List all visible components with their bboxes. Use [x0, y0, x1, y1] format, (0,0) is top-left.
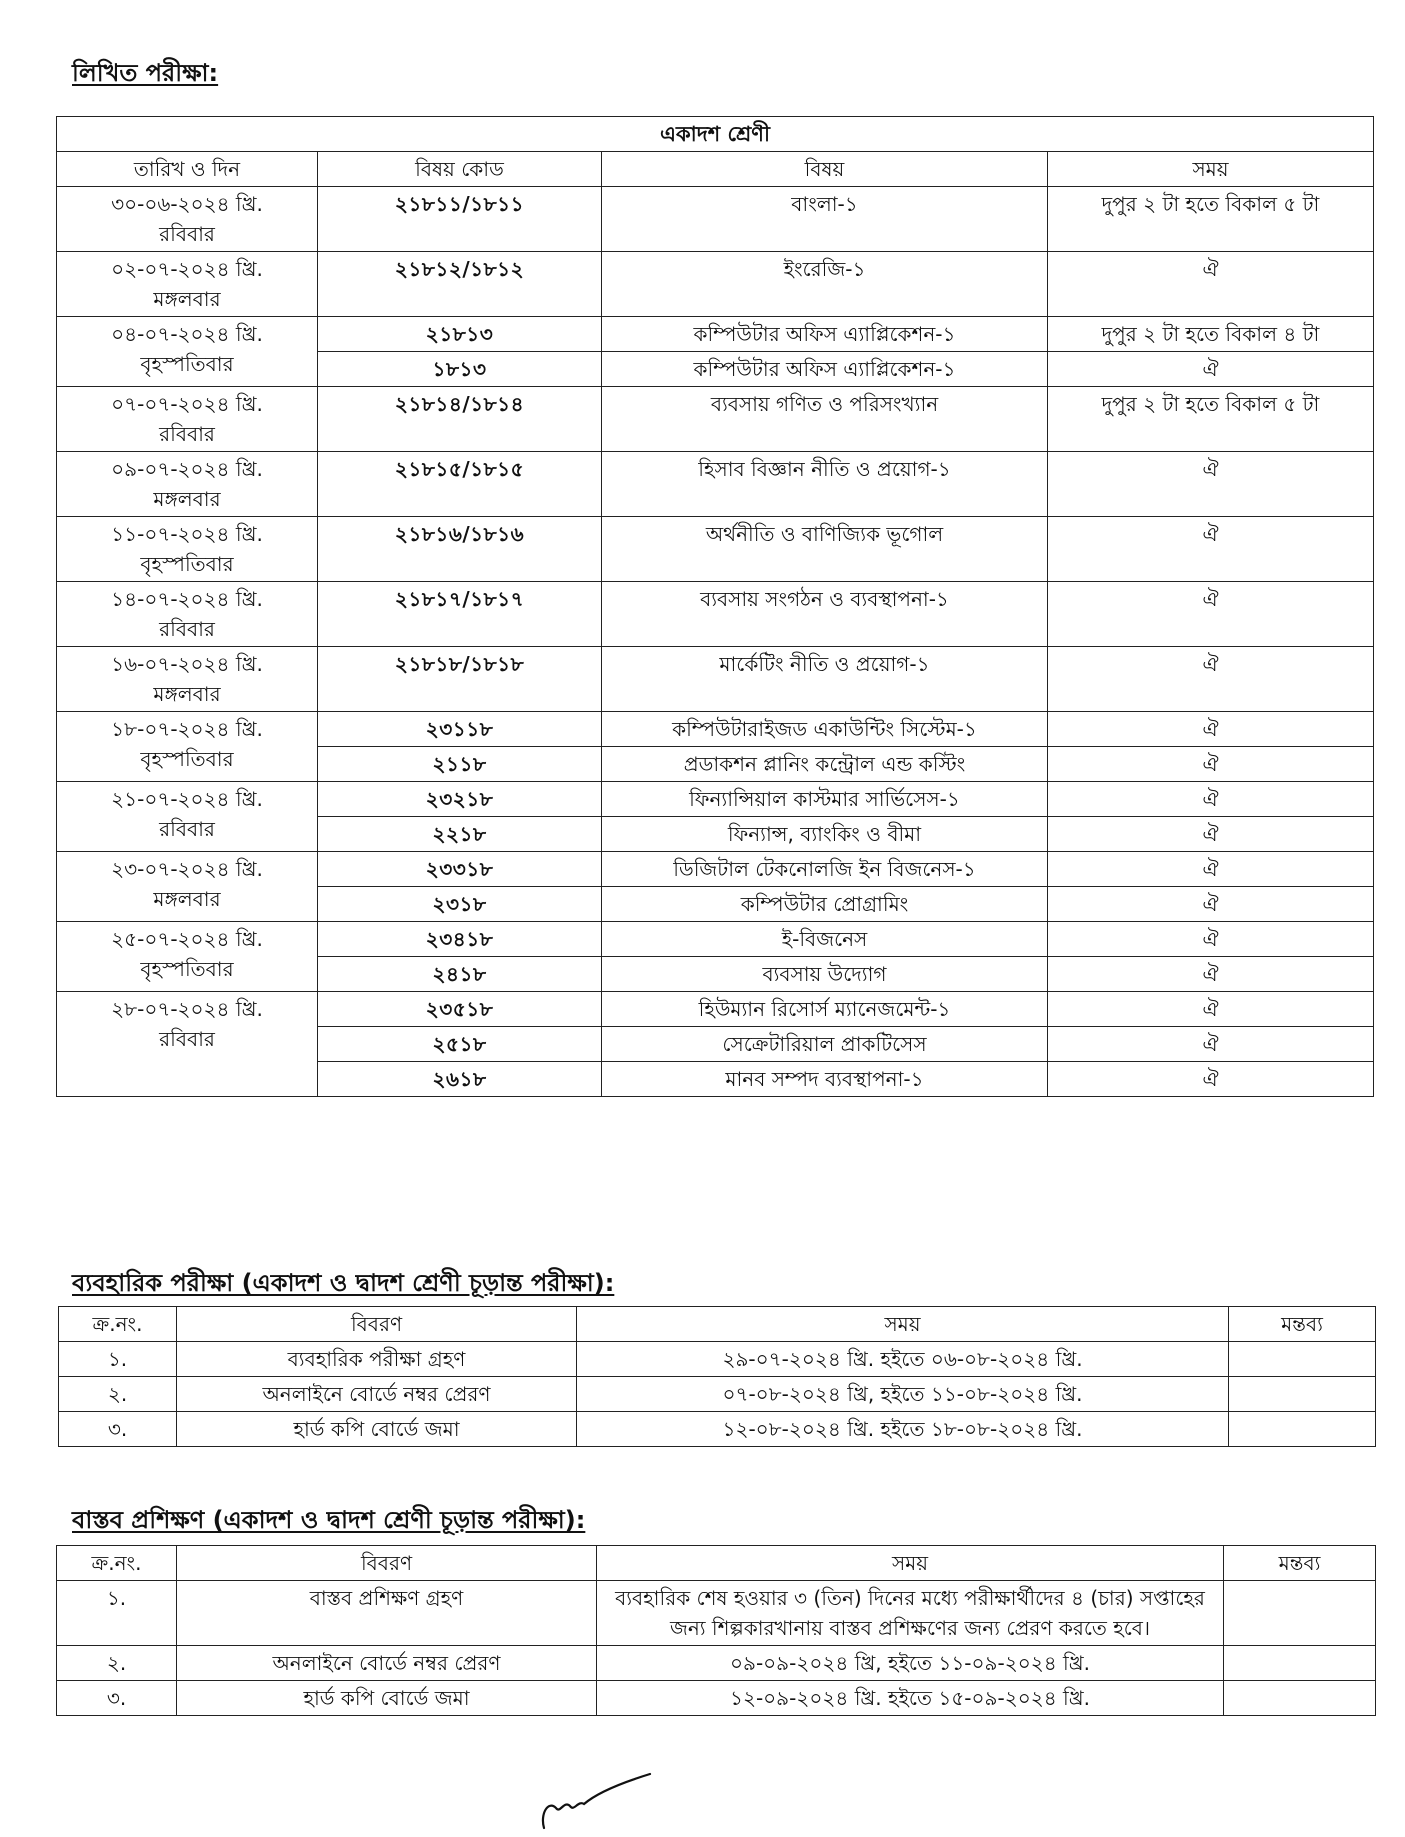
date-day-cell	[57, 187, 318, 252]
practical-exam-heading: ব্যবহারিক পরীক্ষা (একাদশ ও দ্বাদশ শ্রেণী চূড়ান্ত পরীক্ষা):	[72, 1269, 615, 1297]
exam-date: ০৭-০৭-২০২৪ খ্রি.	[111, 392, 263, 416]
exam-day: মঙ্গলবার	[153, 287, 221, 311]
exam-date: ১৮-০৭-২০২৪ খ্রি.	[111, 717, 263, 741]
remark	[1229, 1377, 1376, 1412]
table-row	[57, 992, 1374, 1027]
subject-code: ২৩৪১৮	[318, 922, 602, 957]
subject-code: ২৩১১৮	[318, 712, 602, 747]
date-day-cell	[57, 922, 318, 992]
col-header-time: সময়	[1048, 152, 1374, 187]
subject-name: ব্যবসায় গণিত ও পরিসংখ্যান	[602, 387, 1048, 452]
exam-time: ঐ	[1048, 992, 1374, 1027]
table-row	[57, 252, 1374, 317]
description: অনলাইনে বোর্ডে নম্বর প্রেরণ	[177, 1377, 577, 1412]
description: অনলাইনে বোর্ডে নম্বর প্রেরণ	[177, 1646, 597, 1681]
subject-name: ফিন্যান্সিয়াল কাস্টমার সার্ভিসেস-১	[602, 782, 1048, 817]
exam-time: দুপুর ২ টা হতে বিকাল ৫ টা	[1048, 387, 1374, 452]
table-row	[57, 387, 1374, 452]
subject-code: ২৪১৮	[318, 957, 602, 992]
time-range: ১২-০৮-২০২৪ খ্রি. হইতে ১৮-০৮-২০২৪ খ্রি.	[577, 1412, 1229, 1447]
date-day-cell	[57, 582, 318, 647]
exam-time: ঐ	[1048, 352, 1374, 387]
subject-code: ২৩৫১৮	[318, 992, 602, 1027]
table-row	[57, 582, 1374, 647]
col-header-remark: মন্তব্য	[1224, 1546, 1376, 1581]
exam-day: বৃহস্পতিবার	[140, 352, 234, 376]
exam-time: ঐ	[1048, 852, 1374, 887]
subject-code: ২৩১৮	[318, 887, 602, 922]
date-day-cell	[57, 517, 318, 582]
col-header-date: তারিখ ও দিন	[57, 152, 318, 187]
exam-day: রবিবার	[159, 617, 215, 641]
subject-name: হিউম্যান রিসোর্স ম্যানেজমেন্ট-১	[602, 992, 1048, 1027]
col-header-code: বিষয় কোড	[318, 152, 602, 187]
table-row	[57, 782, 1374, 817]
remark	[1229, 1412, 1376, 1447]
exam-day: রবিবার	[159, 422, 215, 446]
subject-code: ২৩২১৮	[318, 782, 602, 817]
subject-code: ১৮১৩	[318, 352, 602, 387]
exam-day: মঙ্গলবার	[153, 887, 221, 911]
table-row	[57, 1646, 1376, 1681]
class-banner: একাদশ শ্রেণী	[57, 117, 1374, 152]
exam-time: দুপুর ২ টা হতে বিকাল ৪ টা	[1048, 317, 1374, 352]
subject-code: ২১৮১১/১৮১১	[318, 187, 602, 252]
training-heading: বাস্তব প্রশিক্ষণ (একাদশ ও দ্বাদশ শ্রেণী চূড়ান্ত পরীক্ষা):	[72, 1506, 586, 1534]
table-row	[57, 1581, 1376, 1646]
exam-date: ০৪-০৭-২০২৪ খ্রি.	[111, 322, 263, 346]
exam-time: ঐ	[1048, 922, 1374, 957]
exam-date: ২১-০৭-২০২৪ খ্রি.	[111, 787, 263, 811]
table-row	[57, 517, 1374, 582]
date-day-cell	[57, 852, 318, 922]
remark	[1224, 1646, 1376, 1681]
serial-no: ৩.	[59, 1412, 177, 1447]
exam-time: ঐ	[1048, 747, 1374, 782]
subject-name: ফিন্যান্স, ব্যাংকিং ও বীমা	[602, 817, 1048, 852]
exam-day: মঙ্গলবার	[153, 682, 221, 706]
date-day-cell	[57, 452, 318, 517]
table-row	[57, 187, 1374, 252]
subject-code: ২১৮১৪/১৮১৪	[318, 387, 602, 452]
subject-code: ২১৮১৫/১৮১৫	[318, 452, 602, 517]
written-exam-heading: লিখিত পরীক্ষা:	[72, 59, 219, 87]
date-day-cell	[57, 252, 318, 317]
exam-time: ঐ	[1048, 1062, 1374, 1097]
subject-code: ২১৮১৬/১৮১৬	[318, 517, 602, 582]
description: হার্ড কপি বোর্ডে জমা	[177, 1412, 577, 1447]
col-header-serial: ক্র.নং.	[57, 1546, 177, 1581]
subject-code: ২১৮১৮/১৮১৮	[318, 647, 602, 712]
exam-day: রবিবার	[159, 817, 215, 841]
exam-date: ২৮-০৭-২০২৪ খ্রি.	[111, 997, 263, 1021]
exam-date: ০৯-০৭-২০২৪ খ্রি.	[111, 457, 263, 481]
exam-date: ২৫-০৭-২০২৪ খ্রি.	[111, 927, 263, 951]
serial-no: ৩.	[57, 1681, 177, 1716]
training-rows	[57, 1581, 1376, 1716]
table-row	[57, 922, 1374, 957]
table-row	[59, 1342, 1376, 1377]
date-day-cell	[57, 712, 318, 782]
subject-name: ব্যবসায় সংগঠন ও ব্যবস্থাপনা-১	[602, 582, 1048, 647]
serial-no: ২.	[57, 1646, 177, 1681]
exam-time: দুপুর ২ টা হতে বিকাল ৫ টা	[1048, 187, 1374, 252]
subject-name: বাংলা-১	[602, 187, 1048, 252]
description: বাস্তব প্রশিক্ষণ গ্রহণ	[177, 1581, 597, 1646]
practical-exam-table	[58, 1306, 1376, 1447]
col-header-remark: মন্তব্য	[1229, 1307, 1376, 1342]
time-range: ১২-০৯-২০২৪ খ্রি. হইতে ১৫-০৯-২০২৪ খ্রি.	[597, 1681, 1224, 1716]
serial-no: ১.	[57, 1581, 177, 1646]
exam-date: ০২-০৭-২০২৪ খ্রি.	[111, 257, 263, 281]
subject-name: ই-বিজনেস	[602, 922, 1048, 957]
exam-day: বৃহস্পতিবার	[140, 552, 234, 576]
col-header-description: বিবরণ	[177, 1307, 577, 1342]
subject-code: ২৫১৮	[318, 1027, 602, 1062]
table-row	[57, 452, 1374, 517]
subject-code: ২১৮১২/১৮১২	[318, 252, 602, 317]
exam-time: ঐ	[1048, 712, 1374, 747]
subject-name: কম্পিউটার অফিস এ্যাপ্লিকেশন-১	[602, 352, 1048, 387]
col-header-time: সময়	[577, 1307, 1229, 1342]
remark	[1224, 1581, 1376, 1646]
date-day-cell	[57, 317, 318, 387]
exam-time: ঐ	[1048, 647, 1374, 712]
remark	[1224, 1681, 1376, 1716]
subject-name: মানব সম্পদ ব্যবস্থাপনা-১	[602, 1062, 1048, 1097]
time-range: ২৯-০৭-২০২৪ খ্রি. হইতে ০৬-০৮-২০২৪ খ্রি.	[577, 1342, 1229, 1377]
description: হার্ড কপি বোর্ডে জমা	[177, 1681, 597, 1716]
subject-code: ২১৮১৩	[318, 317, 602, 352]
col-header-description: বিবরণ	[177, 1546, 597, 1581]
subject-name: সেক্রেটারিয়াল প্রাকটিসেস	[602, 1027, 1048, 1062]
exam-date: ১৬-০৭-২০২৪ খ্রি.	[111, 652, 263, 676]
col-header-subject: বিষয়	[602, 152, 1048, 187]
exam-time: ঐ	[1048, 957, 1374, 992]
serial-no: ১.	[59, 1342, 177, 1377]
signature-mark	[538, 1770, 658, 1832]
training-table	[56, 1545, 1376, 1716]
subject-code: ২১৮১৭/১৮১৭	[318, 582, 602, 647]
time-range: ০৯-০৯-২০২৪ খ্রি, হইতে ১১-০৯-২০২৪ খ্রি.	[597, 1646, 1224, 1681]
subject-name: কম্পিউটার প্রোগ্রামিং	[602, 887, 1048, 922]
exam-time: ঐ	[1048, 252, 1374, 317]
table-row	[57, 317, 1374, 352]
subject-name: কম্পিউটারাইজড একাউন্টিং সিস্টেম-১	[602, 712, 1048, 747]
subject-name: ইংরেজি-১	[602, 252, 1048, 317]
exam-day: বৃহস্পতিবার	[140, 957, 234, 981]
exam-time: ঐ	[1048, 887, 1374, 922]
description: ব্যবহারিক পরীক্ষা গ্রহণ	[177, 1342, 577, 1377]
written-exam-rows	[57, 187, 1374, 1097]
exam-day: মঙ্গলবার	[153, 487, 221, 511]
subject-name: ব্যবসায় উদ্যোগ	[602, 957, 1048, 992]
remark	[1229, 1342, 1376, 1377]
exam-time: ঐ	[1048, 1027, 1374, 1062]
exam-day: বৃহস্পতিবার	[140, 747, 234, 771]
exam-time: ঐ	[1048, 817, 1374, 852]
exam-time: ঐ	[1048, 782, 1374, 817]
subject-name: হিসাব বিজ্ঞান নীতি ও প্রয়োগ-১	[602, 452, 1048, 517]
table-row	[59, 1377, 1376, 1412]
serial-no: ২.	[59, 1377, 177, 1412]
table-row	[57, 1681, 1376, 1716]
date-day-cell	[57, 647, 318, 712]
date-day-cell	[57, 782, 318, 852]
subject-code: ২৩৩১৮	[318, 852, 602, 887]
subject-code: ২১১৮	[318, 747, 602, 782]
subject-code: ২২১৮	[318, 817, 602, 852]
exam-day: রবিবার	[159, 222, 215, 246]
col-header-time: সময়	[597, 1546, 1224, 1581]
exam-time: ঐ	[1048, 452, 1374, 517]
subject-code: ২৬১৮	[318, 1062, 602, 1097]
date-day-cell	[57, 992, 318, 1097]
exam-day: রবিবার	[159, 1027, 215, 1051]
col-header-serial: ক্র.নং.	[59, 1307, 177, 1342]
table-row	[59, 1412, 1376, 1447]
exam-date: ১১-০৭-২০২৪ খ্রি.	[111, 522, 263, 546]
time-range: ব্যবহারিক শেষ হওয়ার ৩ (তিন) দিনের মধ্যে পরীক্ষার্থীদের ৪ (চার) সপ্তাহের জন্য শিল্পকারখানায় বাস্তব প্রশিক্ষণের জন্য প্রেরণ করতে হবে।	[597, 1581, 1224, 1646]
written-exam-table	[56, 116, 1374, 1097]
time-range: ০৭-০৮-২০২৪ খ্রি, হইতে ১১-০৮-২০২৪ খ্রি.	[577, 1377, 1229, 1412]
date-day-cell	[57, 387, 318, 452]
table-row	[57, 852, 1374, 887]
exam-time: ঐ	[1048, 582, 1374, 647]
subject-name: মার্কেটিং নীতি ও প্রয়োগ-১	[602, 647, 1048, 712]
subject-name: কম্পিউটার অফিস এ্যাপ্লিকেশন-১	[602, 317, 1048, 352]
exam-date: ১৪-০৭-২০২৪ খ্রি.	[111, 587, 263, 611]
exam-time: ঐ	[1048, 517, 1374, 582]
subject-name: ডিজিটাল টেকনোলজি ইন বিজনেস-১	[602, 852, 1048, 887]
table-row	[57, 647, 1374, 712]
subject-name: প্রডাকশন প্লানিং কন্ট্রোল এন্ড কস্টিং	[602, 747, 1048, 782]
subject-name: অর্থনীতি ও বাণিজ্যিক ভূগোল	[602, 517, 1048, 582]
table-row	[57, 712, 1374, 747]
exam-date: ২৩-০৭-২০২৪ খ্রি.	[111, 857, 263, 881]
practical-exam-rows	[59, 1342, 1376, 1447]
exam-date: ৩০-০৬-২০২৪ খ্রি.	[111, 192, 263, 216]
